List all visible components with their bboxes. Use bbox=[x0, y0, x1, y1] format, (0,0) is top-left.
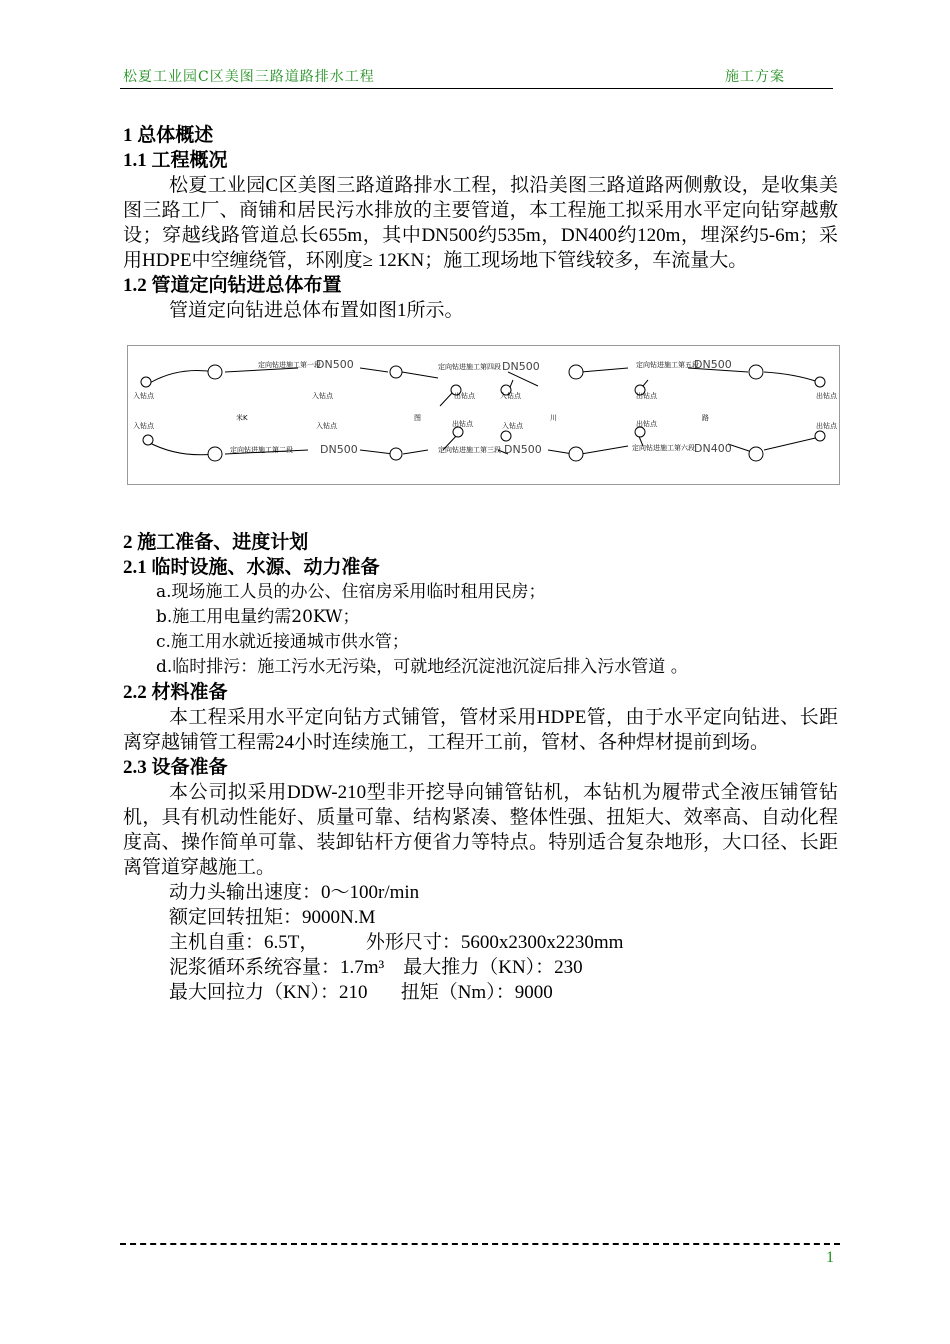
segment-label-top-2: 定向钻进施工第四段 bbox=[438, 363, 501, 371]
list-item: b.施工用电量约需20KW； bbox=[156, 607, 360, 627]
document-body bbox=[123, 123, 838, 1005]
section-2-1-title: 2.1 临时设施、水源、动力准备 bbox=[123, 557, 380, 578]
pipe-segment bbox=[403, 450, 428, 454]
drill-point-marker bbox=[635, 427, 645, 437]
spec-line: 动力头输出速度：0～100r/min bbox=[169, 882, 420, 903]
spec-line: 最大回拉力（KN）：210 扭矩（Nm）：9000 bbox=[169, 982, 553, 1003]
point-label-top-6: 出钻点 bbox=[816, 392, 837, 400]
list-item: a.现场施工人员的办公、住宿房采用临时租用民房； bbox=[156, 582, 546, 602]
point-label-bottom-2: 入钻点 bbox=[316, 422, 337, 430]
section-1-2-paragraph: 管道定向钻进总体布置如图1所示。 bbox=[169, 300, 464, 321]
point-label-bottom-6: 出钻点 bbox=[816, 422, 837, 430]
pipe-segment bbox=[581, 368, 628, 372]
pit-marker bbox=[208, 447, 222, 461]
dn-label-top-3: DN500 bbox=[694, 358, 732, 371]
list-item: c.施工用水就近接通城市供水管； bbox=[156, 632, 409, 652]
point-label-top-5: 出钻点 bbox=[636, 392, 657, 400]
center-label-3: 川 bbox=[550, 414, 557, 422]
section-2-3-title: 2.3 设备准备 bbox=[123, 757, 228, 778]
drill-point-marker bbox=[815, 431, 825, 441]
pipe-segment bbox=[440, 392, 453, 406]
section-2-2-paragraph: 本工程采用水平定向钻方式铺管，管材采用HDPE管，由于水平定向钻进、长距离穿越铺管工程需24小时连续施工，工程开工前，管材、各种焊材提前到场。 bbox=[123, 707, 838, 753]
section-1-1-title: 1.1 工程概况 bbox=[123, 150, 228, 171]
pit-marker bbox=[569, 365, 583, 379]
drilling-layout-figure bbox=[127, 345, 840, 485]
point-label-top-1: 入钻点 bbox=[133, 392, 154, 400]
segment-label-bottom-3: 定向钻进施工第六段 bbox=[632, 444, 695, 452]
dn-label-top-2: DN500 bbox=[502, 360, 540, 373]
center-label-2: 图 bbox=[414, 414, 421, 422]
segment-label-bottom-1: 定向钻进施工第二段 bbox=[230, 446, 293, 454]
pit-marker bbox=[749, 365, 763, 379]
pit-marker bbox=[749, 447, 763, 461]
drill-point-marker bbox=[141, 377, 151, 387]
dn-label-bottom-1: DN500 bbox=[320, 443, 358, 456]
header-rule bbox=[120, 88, 833, 89]
pipe-segment bbox=[148, 371, 215, 385]
point-label-top-3: 出钻点 bbox=[454, 392, 475, 400]
page-number: 1 bbox=[826, 1249, 834, 1266]
list-item: d.临时排污：施工污水无污染，可就地经沉淀池沉淀后排入污水管道 。 bbox=[156, 657, 688, 677]
section-1-2-title: 1.2 管道定向钻进总体布置 bbox=[123, 275, 342, 296]
point-label-bottom-1: 入钻点 bbox=[133, 422, 154, 430]
drill-point-marker bbox=[453, 427, 463, 437]
pipe-segment bbox=[402, 372, 438, 378]
point-label-top-4: 入钻点 bbox=[500, 392, 521, 400]
pipe-segment bbox=[148, 442, 215, 455]
section-2-title: 2 施工准备、进度计划 bbox=[123, 532, 309, 553]
section-1-title: 1 总体概述 bbox=[123, 125, 214, 146]
center-label-4: 路 bbox=[702, 414, 709, 422]
point-label-bottom-5: 出钻点 bbox=[636, 420, 657, 428]
segment-label-bottom-2: 定向钻进施工第三段 bbox=[438, 446, 501, 454]
pit-marker bbox=[569, 447, 583, 461]
dn-label-top-1: DN500 bbox=[316, 358, 354, 371]
spec-line: 主机自重：6.5T， 外形尺寸：5600x2300x2230mm bbox=[169, 932, 624, 953]
spec-line: 额定回转扭矩：9000N.M bbox=[169, 907, 376, 928]
header-project-title: 松夏工业园C区美图三路道路排水工程 bbox=[123, 69, 375, 85]
layout-diagram bbox=[128, 346, 839, 484]
pipe-segment bbox=[581, 446, 628, 454]
pit-marker bbox=[208, 365, 222, 379]
section-2-2-title: 2.2 材料准备 bbox=[123, 682, 228, 703]
drill-point-marker bbox=[815, 377, 825, 387]
pit-marker bbox=[390, 366, 402, 378]
pipe-segment bbox=[360, 450, 393, 454]
pit-marker bbox=[390, 448, 402, 460]
pipe-segment bbox=[360, 368, 388, 372]
footer-rule bbox=[120, 1243, 840, 1245]
section-2-3-paragraph: 本公司拟采用DDW-210型非开挖导向铺管钻机，本钻机为履带式全液压铺管钻机，具有机动性能好、质量可靠、结构紧凑、整体性强、扭矩大、效率高、自动化程度高、操作简单可靠、装卸钻杆方便省力等特点。特别适合复杂地形，大口径、长距离管道穿越施工。 bbox=[123, 782, 838, 878]
point-label-bottom-4: 入钻点 bbox=[502, 422, 523, 430]
section-1-1-paragraph: 松夏工业园C区美图三路道路排水工程，拟沿美图三路道路两侧敷设，是收集美图三路工厂、商铺和居民污水排放的主要管道，本工程施工拟采用水平定向钻穿越敷设；穿越线路管道总长655m，其中DN500约535m，DN400约120m，埋深约5-6m；采用HDPE中空缠绕管，环刚度≥ 12KN；施工现场地下管线较多，车流量大。 bbox=[123, 175, 838, 271]
dn-label-bottom-3: DN400 bbox=[694, 442, 732, 455]
segment-label-top-3: 定向钻进施工第五段 bbox=[636, 361, 699, 369]
drill-point-marker bbox=[501, 431, 511, 441]
point-label-bottom-3: 出钻点 bbox=[452, 420, 473, 428]
pipe-segment bbox=[508, 372, 538, 386]
drill-point-marker bbox=[143, 435, 153, 445]
segment-label-top-1: 定向钻进施工第一段 bbox=[258, 361, 321, 369]
point-label-top-2: 入钻点 bbox=[312, 392, 333, 400]
header-doc-type: 施工方案 bbox=[725, 69, 785, 85]
dn-label-bottom-2: DN500 bbox=[504, 443, 542, 456]
spec-line: 泥浆循环系统容量：1.7m³ 最大推力（KN）：230 bbox=[169, 957, 583, 978]
center-label-1: 米K bbox=[236, 414, 248, 422]
